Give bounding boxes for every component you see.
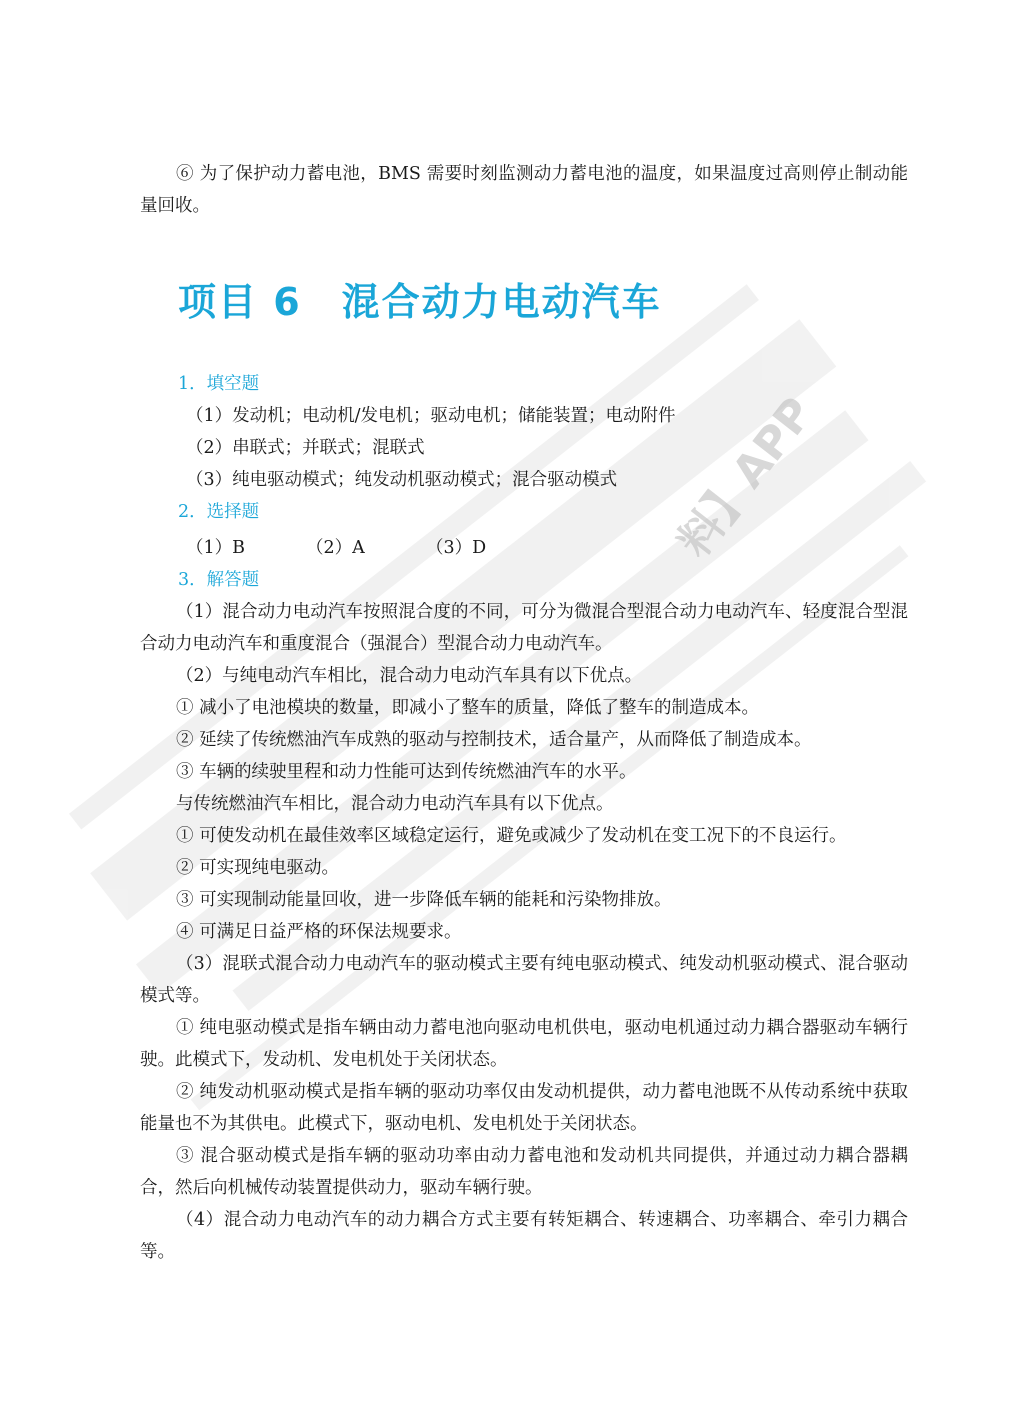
essay-answer-2: （2）与纯电动汽车相比，混合动力电动汽车具有以下优点。 bbox=[176, 666, 643, 686]
choice-answer-1: （1）B bbox=[186, 538, 245, 558]
essay-answer-2-item-2: ② 延续了传统燃油汽车成熟的驱动与控制技术，适合量产，从而降低了制造成本。 bbox=[176, 730, 812, 750]
essay-answer-2b-item-2: ② 可实现纯电驱动。 bbox=[176, 858, 340, 878]
section-fill-in-heading: 1．填空题 bbox=[178, 374, 260, 394]
intro-paragraph: ⑥ 为了保护动力蓄电池，BMS 需要时刻监测动力蓄电池的温度，如果温度过高则停止制动能量回收。 bbox=[140, 164, 908, 216]
essay-answer-3: （3）混联式混合动力电动汽车的驱动模式主要有纯电驱动模式、纯发动机驱动模式、混合驱动模式等。 bbox=[140, 954, 908, 1006]
section-essay-heading: 3．解答题 bbox=[178, 570, 260, 590]
chapter-title bbox=[178, 274, 908, 330]
fill-in-answer-1: （1）发动机；电动机/发电机；驱动电机；储能装置；电动附件 bbox=[186, 406, 676, 426]
chapter-title-text: 混合动力电动汽车 bbox=[341, 280, 662, 324]
choice-answer-2: （2）A bbox=[306, 538, 365, 558]
essay-answer-2b-item-3: ③ 可实现制动能量回收，进一步降低车辆的能耗和污染物排放。 bbox=[176, 890, 672, 910]
essay-answer-2b-item-4: ④ 可满足日益严格的环保法规要求。 bbox=[176, 922, 462, 942]
chapter-number: 项目 6 bbox=[178, 280, 302, 324]
fill-in-answer-2: （2）串联式；并联式；混联式 bbox=[186, 438, 425, 458]
essay-answer-3-item-2: ② 纯发动机驱动模式是指车辆的驱动功率仅由发动机提供，动力蓄电池既不从传动系统中获取能量也不为其供电。此模式下，驱动电机、发电机处于关闭状态。 bbox=[140, 1082, 908, 1134]
essay-answer-3-item-1: ① 纯电驱动模式是指车辆由动力蓄电池向驱动电机供电，驱动电机通过动力耦合器驱动车辆行驶。此模式下，发动机、发电机处于关闭状态。 bbox=[140, 1018, 908, 1070]
essay-answer-2b: 与传统燃油汽车相比，混合动力电动汽车具有以下优点。 bbox=[176, 794, 614, 814]
page-content bbox=[140, 158, 908, 1268]
essay-answer-3-item-3: ③ 混合驱动模式是指车辆的驱动功率由动力蓄电池和发动机共同提供，并通过动力耦合器耦合，然后向机械传动装置提供动力，驱动车辆行驶。 bbox=[140, 1146, 908, 1198]
choice-answer-3: （3）D bbox=[426, 538, 487, 558]
fill-in-answer-3: （3）纯电驱动模式；纯发动机驱动模式；混合驱动模式 bbox=[186, 470, 618, 490]
essay-answer-2b-item-1: ① 可使发动机在最佳效率区域稳定运行，避免或减少了发动机在变工况下的不良运行。 bbox=[176, 826, 847, 846]
watermark-text: 料】APP bbox=[668, 388, 824, 567]
essay-answer-4: （4）混合动力电动汽车的动力耦合方式主要有转矩耦合、转速耦合、功率耦合、牵引力耦合等。 bbox=[140, 1210, 908, 1262]
choice-answers bbox=[140, 532, 908, 564]
essay-answer-2-item-1: ① 减小了电池模块的数量，即减小了整车的质量，降低了整车的制造成本。 bbox=[176, 698, 760, 718]
essay-answer-2-item-3: ③ 车辆的续驶里程和动力性能可达到传统燃油汽车的水平。 bbox=[176, 762, 637, 782]
essay-answer-1: （1）混合动力电动汽车按照混合度的不同，可分为微混合型混合动力电动汽车、轻度混合型混合动力电动汽车和重度混合（强混合）型混合动力电动汽车。 bbox=[140, 602, 908, 654]
section-choice-heading: 2．选择题 bbox=[178, 502, 260, 522]
